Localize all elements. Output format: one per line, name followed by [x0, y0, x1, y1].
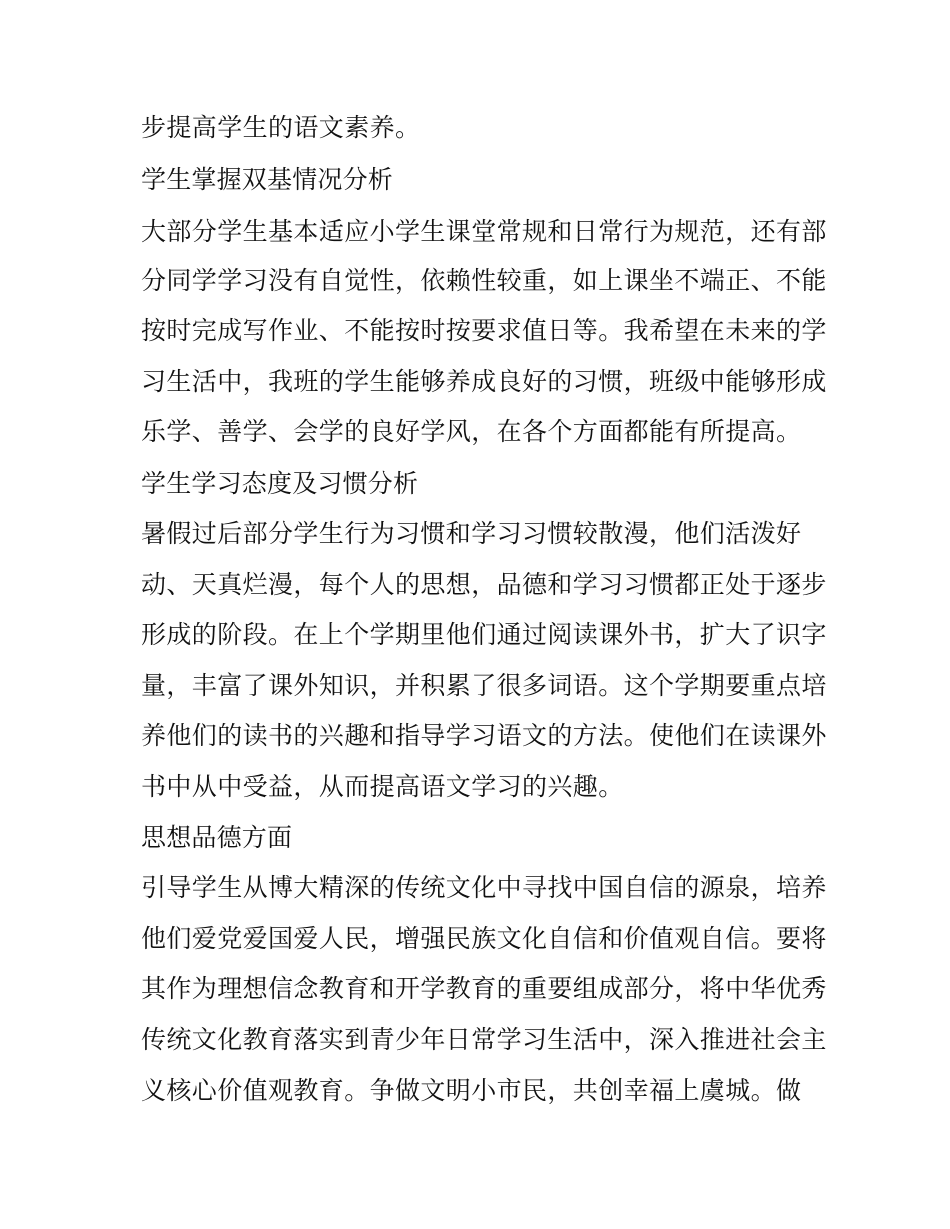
paragraph-line: 动、天真烂漫，每个人的思想，品德和学习习惯都正处于逐步	[141, 570, 827, 599]
paragraph-line: 其作为理想信念教育和开学教育的重要组成部分，将中华优秀	[141, 974, 827, 1003]
paragraph-line: 引导学生从博大精深的传统文化中寻找中国自信的源泉，培养	[141, 873, 827, 902]
paragraph-line: 量，丰富了课外知识，并积累了很多词语。这个学期要重点培	[141, 671, 827, 700]
paragraph-line: 传统文化教育落实到青少年日常学习生活中，深入推进社会主	[141, 1025, 827, 1054]
paragraph-line: 按时完成写作业、不能按时按要求值日等。我希望在未来的学	[141, 316, 827, 345]
paragraph-line: 暑假过后部分学生行为习惯和学习习惯较散漫，他们活泼好	[141, 519, 802, 548]
paragraph-line: 养他们的读书的兴趣和指导学习语文的方法。使他们在读课外	[141, 721, 827, 750]
paragraph-line: 义核心价值观教育。争做文明小市民，共创幸福上虞城。做	[141, 1076, 802, 1105]
paragraph-line: 乐学、善学、会学的良好学风，在各个方面都能有所提高。	[141, 417, 802, 446]
paragraph-line: 步提高学生的语文素养。	[141, 113, 421, 142]
paragraph-line: 大部分学生基本适应小学生课堂常规和日常行为规范，还有部	[141, 217, 827, 246]
paragraph-line: 分同学学习没有自觉性，依赖性较重，如上课坐不端正、不能	[141, 266, 827, 295]
section-heading: 学生学习态度及习惯分析	[141, 469, 419, 498]
paragraph-line: 他们爱党爱国爱人民，增强民族文化自信和价值观自信。要将	[141, 924, 827, 953]
section-heading: 学生掌握双基情况分析	[141, 165, 394, 194]
paragraph-line: 习生活中，我班的学生能够养成良好的习惯，班级中能够形成	[141, 367, 827, 396]
paragraph-line: 书中从中受益，从而提高语文学习的兴趣。	[141, 772, 624, 801]
paragraph-line: 形成的阶段。在上个学期里他们通过阅读课外书，扩大了识字	[141, 620, 827, 649]
section-heading: 思想品德方面	[141, 823, 293, 852]
